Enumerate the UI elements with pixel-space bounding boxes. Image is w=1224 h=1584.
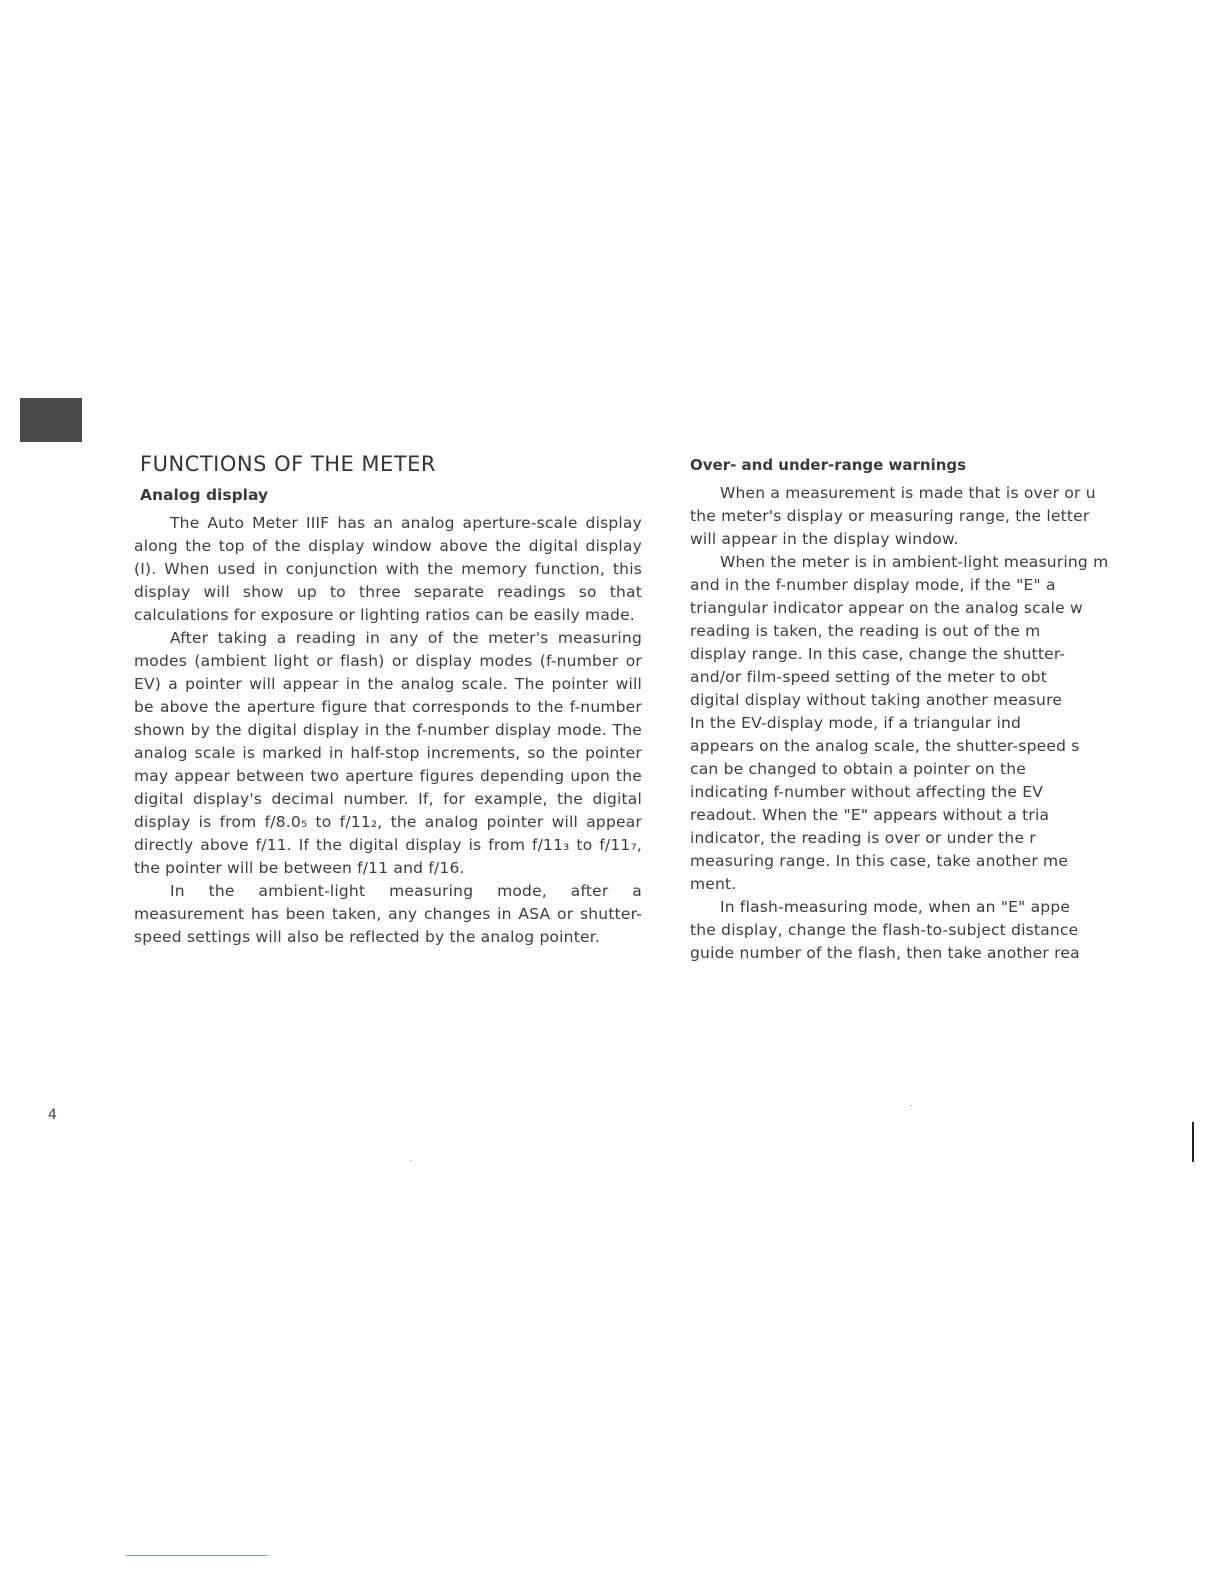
text-line: measuring range. In this case, take another me <box>690 852 1069 870</box>
text-line: When the meter is in ambient-light measuring m <box>720 553 1109 571</box>
text-line: In the EV-display mode, if a triangular ind <box>690 714 1022 732</box>
page-title: FUNCTIONS OF THE METER <box>140 452 437 476</box>
text-line: can be changed to obtain a pointer on the <box>690 760 1026 778</box>
text-line: triangular indicator appear on the analog scale w <box>690 599 1083 617</box>
text-line: When a measurement is made that is over or u <box>720 484 1096 502</box>
text-line: indicating f-number without affecting the EV <box>690 783 1044 801</box>
right-column <box>690 456 1150 976</box>
text-line: readout. When the "E" appears without a tria <box>690 806 1050 824</box>
section-tab-marker <box>20 398 82 442</box>
page-number: 4 <box>48 1107 57 1123</box>
text-line: and/or film-speed setting of the meter to obt <box>690 668 1048 686</box>
text-line: display range. In this case, change the shutter- <box>690 645 1066 663</box>
text-line: and in the f-number display mode, if the "E" a <box>690 576 1056 594</box>
text-line: reading is taken, the reading is out of the m <box>690 622 1041 640</box>
text-line: the display, change the flash-to-subject distance <box>690 921 1079 939</box>
text-line: will appear in the display window. <box>690 530 959 548</box>
scan-speck <box>910 1105 912 1106</box>
text-line: indicator, the reading is over or under the r <box>690 829 1036 847</box>
text-line: digital display without taking another measure <box>690 691 1063 709</box>
text-line: appears on the analog scale, the shutter-speed s <box>690 737 1080 755</box>
text-line: ment. <box>690 875 737 893</box>
paragraph-analog-pointer: After taking a reading in any of the meter's measuring modes (ambient light or flash) or display modes (f-number or EV) a pointer will appear in the analog scale. The pointer will be above the aperture figure that corresponds to the f-number shown by the digital display in the f-number display mode. The analog scale is marked in half-stop increments, so the pointer may appear between two aperture figures depending upon the digital display's decimal number. If, for example, the digital display is from f/8.0₅ to f/11₂, the analog pointer will appear directly above f/11. If the digital display is from f/11₃ to f/11₇, the pointer will be between f/11 and f/16. <box>134 629 642 877</box>
section-heading-analog-display: Analog display <box>140 486 269 504</box>
paragraph-analog-ambient: In the ambient-light measuring mode, after a measurement has been taken, any changes in ASA or shutter-speed settings will also be reflected by the analog pointer. <box>134 882 642 946</box>
scan-edge-mark <box>1192 1122 1194 1162</box>
paragraph-analog-intro: The Auto Meter IIIF has an analog aperture-scale display along the top of the display window above the digital display (I). When used in conjunction with the memory function, this display will show up to three separate readings so that calculations for exposure or lighting ratios can be easily made. <box>134 514 642 624</box>
scan-speck <box>410 1160 412 1161</box>
left-column <box>134 452 642 949</box>
text-line: In flash-measuring mode, when an "E" appe <box>720 898 1071 916</box>
text-line: guide number of the flash, then take another rea <box>690 944 1080 962</box>
bottom-rule <box>126 1555 268 1556</box>
section-heading-range-warnings: Over- and under-range warnings <box>690 456 967 474</box>
text-line: the meter's display or measuring range, the letter <box>690 507 1090 525</box>
